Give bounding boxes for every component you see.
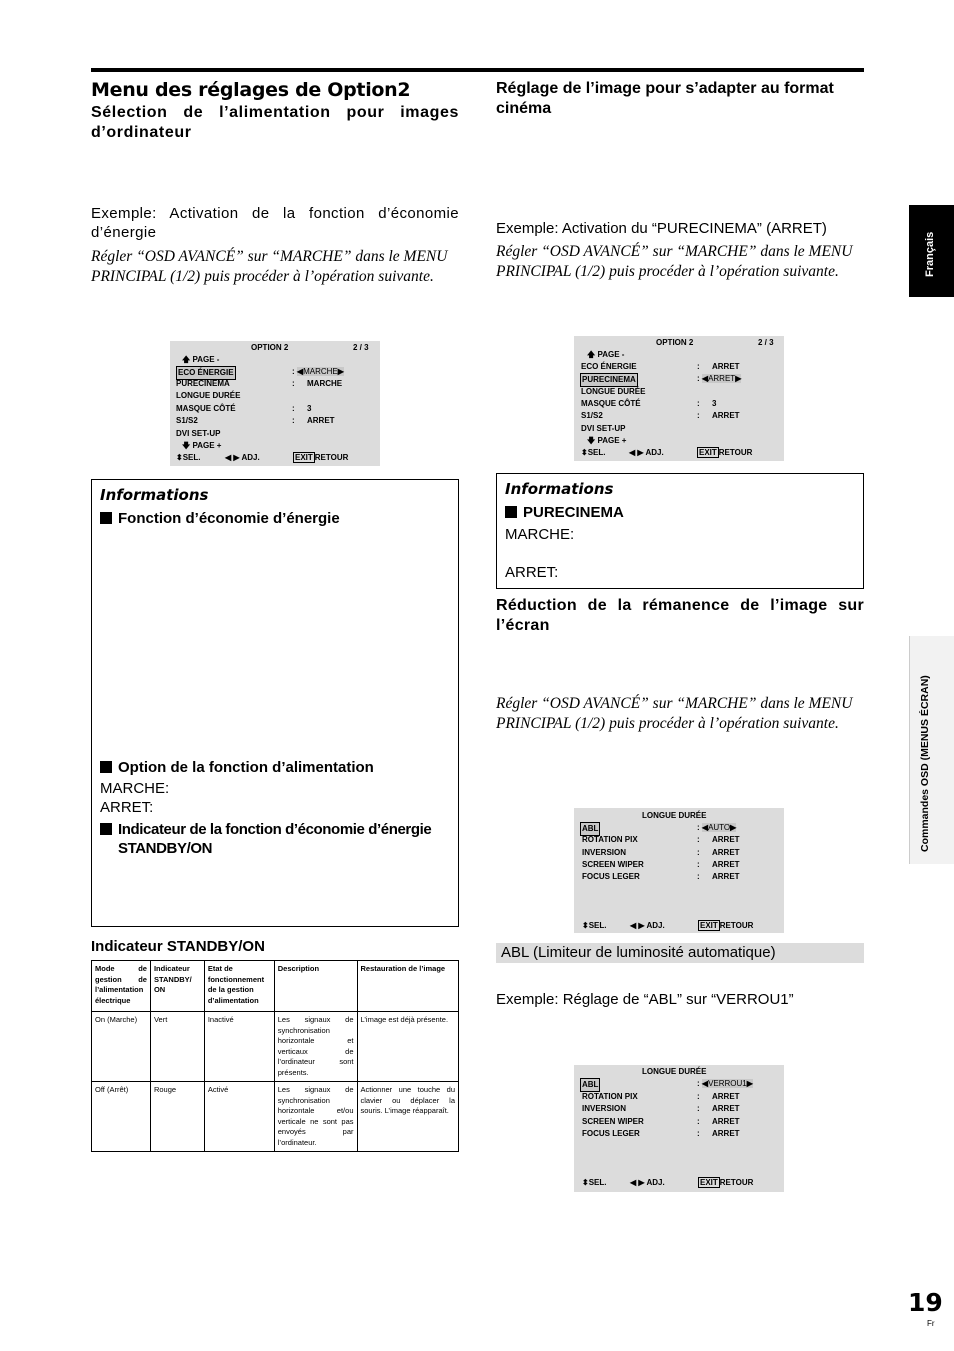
arrow-up-icon: 🡅 [587, 350, 596, 359]
osd-row-value: ARRET [712, 1092, 740, 1101]
osd-row-value: 3 [712, 399, 717, 408]
osd-row-value: ARRET [712, 835, 740, 844]
osd-row-label[interactable]: INVERSION [582, 848, 627, 857]
square-bullet-icon [100, 512, 112, 524]
instruction-text: Régler “OSD AVANCÉ” sur “MARCHE” dans le MENU PRINCIPAL (1/2) puis procéder à l’opération suivante. [496, 243, 853, 280]
section-tab [909, 636, 954, 864]
up-down-icon: ⬍ [582, 1178, 589, 1187]
info-arret: ARRET: [100, 799, 154, 816]
osd-row-value: ARRET [712, 362, 740, 371]
info-heading-standby: Indicateur de la fonction d’économie d’énergie STANDBY/ON [100, 820, 456, 858]
osd-sel: ⬍SEL. [582, 1178, 607, 1187]
osd-sel: ⬍SEL. [582, 921, 607, 930]
table-header: Mode de gestion de l’alimentation électrique [92, 961, 151, 1012]
page-language: Fr [927, 1319, 935, 1328]
arrow-left-icon: ◀ [701, 1079, 709, 1088]
section-tab-label: Commandes OSD (MENUS ÉCRAN) [919, 675, 931, 852]
osd-row-label[interactable]: FOCUS LEGER [582, 1129, 640, 1138]
square-bullet-icon [505, 506, 517, 518]
arrow-left-icon: ◀ [701, 374, 709, 383]
osd-row-label[interactable]: MASQUE CÔTÉ [176, 404, 236, 413]
osd-row-label[interactable]: S1/S2 [176, 416, 198, 425]
top-rule [91, 68, 864, 72]
table-row [92, 1012, 459, 1082]
abl-heading-bar: ABL (Limiteur de luminosité automatique) [496, 943, 864, 963]
osd-exit[interactable]: EXIT RETOUR [295, 453, 349, 462]
osd-row-sep: : [697, 848, 700, 857]
left-right-icon: ◀ ▶ [225, 453, 240, 462]
osd-row-sep: : [292, 416, 295, 425]
osd-row-label[interactable]: LONGUE DURÉE [581, 387, 646, 396]
osd-row-sep: : [697, 872, 700, 881]
osd-row-sep: : [697, 411, 700, 420]
table-cell: L’image est déjà présente. [357, 1012, 459, 1082]
table-cell: Off (Arrêt) [92, 1082, 151, 1152]
osd-row-sep: : [292, 379, 295, 388]
osd-row-value: ARRET [712, 860, 740, 869]
arrow-right-icon: ▶ [746, 1079, 753, 1088]
table-header: Restauration de l’image [357, 961, 459, 1012]
page-number: 19 [908, 1288, 943, 1317]
language-tab [909, 205, 954, 297]
osd-row-label[interactable]: ROTATION PIX [582, 1092, 638, 1101]
table-header: Indicateur STANDBY/ ON [150, 961, 204, 1012]
osd-row-label[interactable]: PURECINEMA [580, 373, 638, 387]
osd-adj: ◀ ▶ ADJ. [630, 921, 665, 930]
osd-value-selector[interactable]: ◀VERROU1▶ [701, 1079, 753, 1088]
osd-row-sep: : [697, 362, 700, 371]
info-marche: MARCHE: [505, 526, 575, 543]
info-title: Informations [100, 486, 209, 504]
arrow-right-icon: ▶ [735, 374, 742, 383]
language-tab-label: Français [924, 231, 936, 277]
osd-row-label[interactable]: INVERSION [582, 1104, 627, 1113]
osd-row-value: ARRET [712, 1117, 740, 1126]
osd-row-sep: : [697, 860, 700, 869]
instruction-text: Régler “OSD AVANCÉ” sur “MARCHE” dans le MENU PRINCIPAL (1/2) puis procéder à l’opération suivante. [496, 695, 853, 732]
osd-row-value: ARRET [307, 416, 335, 425]
table-header: Description [274, 961, 357, 1012]
table-header: Etat de fonctionnement de la gestion d’alimentation [204, 961, 274, 1012]
osd-row-sep: : [697, 1129, 700, 1138]
info-heading-option: Option de la fonction d’alimentation [100, 758, 374, 777]
table-cell: On (Marche) [92, 1012, 151, 1082]
osd-adj: ◀ ▶ ADJ. [629, 448, 664, 457]
arrow-down-icon: 🡇 [587, 436, 596, 445]
instruction-text: Régler “OSD AVANCÉ” sur “MARCHE” dans le MENU PRINCIPAL (1/2) puis procéder à l’opération suivante. [91, 248, 448, 285]
up-down-icon: ⬍ [176, 453, 183, 462]
info-heading-eco: Fonction d’économie d’énergie [100, 509, 340, 528]
up-down-icon: ⬍ [582, 921, 589, 930]
osd-sel: ⬍SEL. [581, 448, 606, 457]
arrow-down-icon: 🡇 [182, 441, 191, 450]
osd-sel: ⬍SEL. [176, 453, 201, 462]
left-right-icon: ◀ ▶ [630, 921, 645, 930]
osd-row-value: ARRET [712, 1104, 740, 1113]
osd-row-sep: : [697, 399, 700, 408]
arrow-up-icon: 🡅 [182, 355, 191, 364]
osd-row-label[interactable]: SCREEN WIPER [582, 1117, 644, 1126]
info-box-purecinema [496, 473, 864, 589]
osd-header: OPTION 2 [251, 343, 289, 352]
osd-row-label[interactable]: ECO ÉNERGIE [581, 362, 637, 371]
osd-row-sep: : [697, 835, 700, 844]
table-cell: Actionner une touche du clavier ou déplacer la souris. L’image réapparaît. [357, 1082, 459, 1152]
osd-adj: ◀ ▶ ADJ. [225, 453, 260, 462]
example-text: Exemple: Activation de la fonction d’économie d’énergie [91, 205, 459, 241]
osd-row-label[interactable]: ROTATION PIX [582, 835, 638, 844]
osd-row-value: ARRET [712, 1129, 740, 1138]
example-text: Exemple: Réglage de “ABL” sur “VERROU1” [496, 991, 794, 1008]
info-marche: MARCHE: [100, 780, 170, 797]
osd-row-label[interactable]: ABL [580, 1078, 600, 1092]
left-right-icon: ◀ ▶ [630, 1178, 645, 1187]
arrow-right-icon: ▶ [337, 367, 344, 376]
osd-page: 2 / 3 [758, 338, 774, 347]
osd-row-label[interactable]: DVI SET-UP [176, 429, 221, 438]
osd-adj: ◀ ▶ ADJ. [630, 1178, 665, 1187]
example-text: Exemple: Activation du “PURECINEMA” (ARRET) [496, 220, 827, 237]
standby-title: Indicateur STANDBY/ON [91, 938, 265, 955]
section-title-power: Sélection de l’alimentation pour images d’ordinateur [91, 104, 459, 141]
arrow-right-icon: ▶ [730, 823, 737, 832]
page-title: Menu des réglages de Option2 [91, 79, 411, 101]
osd-row-label[interactable]: SCREEN WIPER [582, 860, 644, 869]
osd-row-label[interactable]: ABL [580, 822, 600, 836]
osd-row-label[interactable]: ECO ÉNERGIE [176, 366, 236, 380]
osd-value-selector[interactable]: ◀MARCHE▶ [296, 367, 344, 376]
osd-page-minus[interactable]: 🡅 PAGE - [587, 350, 625, 359]
osd-exit[interactable]: EXIT RETOUR [699, 448, 753, 457]
standby-table [91, 960, 459, 1152]
info-heading-purecinema: PURECINEMA [505, 503, 624, 522]
section-title-cinema: Réglage de l’image pour s’adapter au format cinéma [496, 80, 834, 117]
table-cell: Vert [150, 1012, 204, 1082]
osd-page-plus[interactable]: 🡇 PAGE + [182, 441, 222, 450]
osd-exit[interactable]: EXIT RETOUR [700, 1178, 754, 1187]
osd-page-minus[interactable]: 🡅 PAGE - [182, 355, 220, 364]
info-title: Informations [505, 480, 614, 498]
osd-page-plus[interactable]: 🡇 PAGE + [587, 436, 627, 445]
osd-row-sep: : [697, 1117, 700, 1126]
table-header-row [92, 961, 459, 1012]
osd-row-sep: : [697, 1104, 700, 1113]
osd-option2-screen: OPTION 2 2 / 3 🡅 PAGE - ECO ÉNERGIE : ◀MARCHE▶ PURECINEMA : MARCHE LONGUE DURÉE MASQUE CÔTÉ : 3 S1/S2 : ARRET DVI SET-UP 🡇 PAGE + ⬍SEL. ◀ ▶ ADJ. EXIT RETOUR [170, 341, 380, 466]
info-box-power [91, 479, 459, 927]
osd-row-label[interactable]: PURECINEMA [176, 379, 230, 388]
osd-row-label[interactable]: LONGUE DURÉE [176, 391, 241, 400]
osd-exit[interactable]: EXIT RETOUR [700, 921, 754, 930]
osd-row-value: ARRET [712, 848, 740, 857]
osd-header: LONGUE DURÉE [642, 811, 707, 820]
osd-row-sep: : [292, 404, 295, 413]
info-arret: ARRET: [505, 564, 559, 581]
osd-longue-duree-screen: LONGUE DURÉE ABL : ◀AUTO▶ ROTATION PIX : ARRET INVERSION : ARRET SCREEN WIPER : ARRET FOCUS LEGER : ARRET ⬍SEL. ◀ ▶ ADJ. EXIT RETOUR [574, 808, 784, 933]
osd-value-selector[interactable]: ◀ARRET▶ [701, 374, 742, 383]
osd-row-label[interactable]: MASQUE CÔTÉ [581, 399, 641, 408]
table-cell: Les signaux de synchronisation horizontale et verticaux de l’ordinateur sont présents. [274, 1012, 357, 1082]
osd-header: OPTION 2 [656, 338, 694, 347]
table-cell: Activé [204, 1082, 274, 1152]
osd-row-label[interactable]: FOCUS LEGER [582, 872, 640, 881]
left-right-icon: ◀ ▶ [629, 448, 644, 457]
osd-row-sep: : [697, 1092, 700, 1101]
table-cell: Inactivé [204, 1012, 274, 1082]
osd-longue-duree-screen: LONGUE DURÉE ABL : ◀VERROU1▶ ROTATION PIX : ARRET INVERSION : ARRET SCREEN WIPER : ARRET FOCUS LEGER : ARRET ⬍SEL. ◀ ▶ ADJ. EXIT RETOUR [574, 1065, 784, 1192]
osd-header: LONGUE DURÉE [642, 1067, 707, 1076]
table-cell: Les signaux de synchronisation horizontale et/ou verticale ne sont pas envoyés par l’ordinateur. [274, 1082, 357, 1152]
table-row [92, 1082, 459, 1152]
square-bullet-icon [100, 761, 112, 773]
osd-row-label[interactable]: S1/S2 [581, 411, 603, 420]
arrow-left-icon: ◀ [296, 367, 304, 376]
osd-row-value: MARCHE [307, 379, 343, 388]
osd-row-value: ARRET [712, 411, 740, 420]
up-down-icon: ⬍ [581, 448, 588, 457]
osd-row-value: 3 [307, 404, 312, 413]
osd-row-label[interactable]: DVI SET-UP [581, 424, 626, 433]
osd-option2-screen: OPTION 2 2 / 3 🡅 PAGE - ECO ÉNERGIE : ARRET PURECINEMA : ◀ARRET▶ LONGUE DURÉE MASQUE CÔTÉ : 3 S1/S2 : ARRET DVI SET-UP 🡇 PAGE + ⬍SEL. ◀ ▶ ADJ. EXIT RETOUR [574, 336, 784, 461]
osd-page: 2 / 3 [353, 343, 369, 352]
osd-row-value: ARRET [712, 872, 740, 881]
square-bullet-icon [100, 823, 112, 835]
osd-value-selector[interactable]: ◀AUTO▶ [701, 823, 737, 832]
table-cell: Rouge [150, 1082, 204, 1152]
arrow-left-icon: ◀ [701, 823, 709, 832]
section-title-burnin: Réduction de la rémanence de l’image sur l’écran [496, 597, 864, 634]
